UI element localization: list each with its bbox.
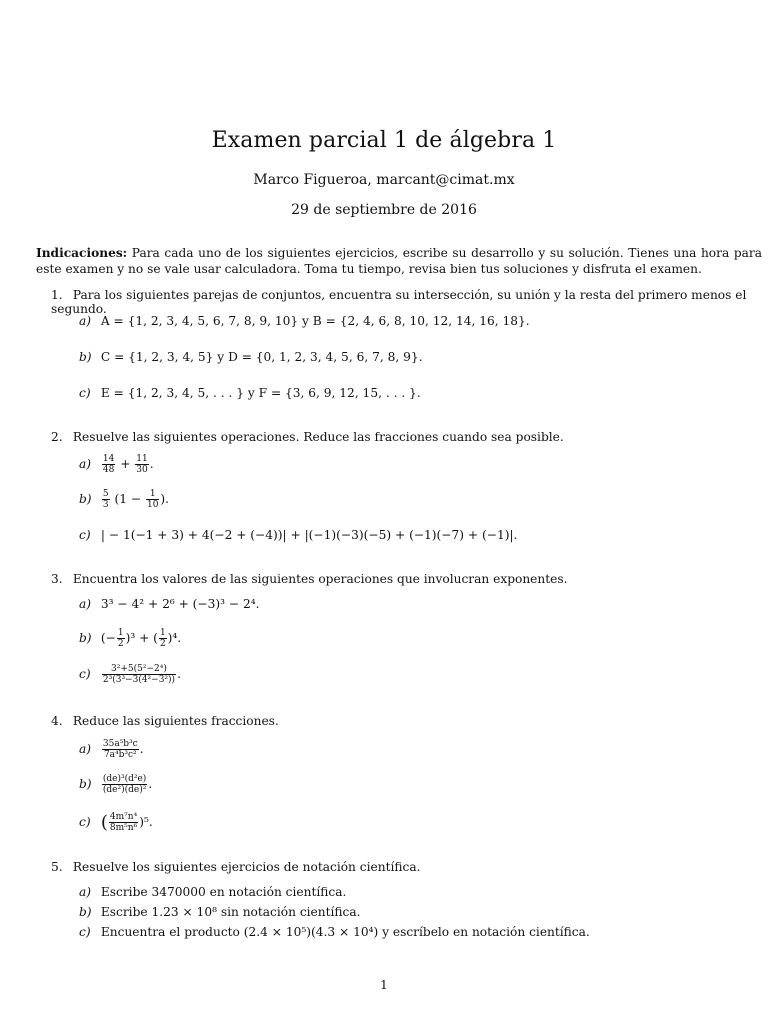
question-1-item-a — [79, 314, 759, 328]
question-5-item-c — [79, 925, 759, 939]
expression-part: )⁵. — [139, 815, 153, 829]
expression-part: )⁴. — [167, 631, 182, 645]
item-label: b) — [79, 492, 92, 506]
fraction: $\frac{\text{3²+5(5²−2⁴)}}{\text{2³(3³−3(4²−3²))}}$ — [102, 664, 176, 685]
question-text: Resuelve los siguientes ejercicios de notación científica. — [72, 860, 421, 874]
open-paren: ( — [100, 812, 108, 833]
instructions-label: Indicaciones: — [36, 246, 128, 260]
expression-part: ). — [160, 492, 170, 506]
question-4-item-a — [79, 739, 759, 760]
item-expression: C = {1, 2, 3, 4, 5} y D = {0, 1, 2, 3, 4, 5, 6, 7, 8, 9}. — [100, 350, 423, 364]
item-expression: Escribe 1.23 × 10⁸ sin notación científica. — [100, 905, 361, 919]
question-2-item-a — [79, 454, 759, 475]
fraction: $\frac{1}{10}$ — [146, 489, 159, 510]
fraction: $\frac{5}{3}$ — [102, 489, 109, 510]
item-expression: Escribe 3470000 en notación científica. — [100, 885, 347, 899]
item-expression: 3³ − 4² + 2⁶ + (−3)³ − 2⁴. — [100, 597, 260, 611]
item-label: b) — [79, 631, 92, 645]
question-number: 4. — [51, 714, 63, 728]
question-number: 5. — [51, 860, 63, 874]
punctuation: . — [149, 457, 154, 471]
item-label: c) — [79, 925, 91, 939]
question-3-item-b — [79, 628, 759, 649]
question-5-item-a — [79, 885, 759, 899]
fraction: $\frac{\text{(de)³(d²e)}}{\text{(de²)(de)²}}$ — [102, 774, 147, 795]
page-title: Examen parcial 1 de álgebra 1 — [211, 128, 557, 153]
page-number: 1 — [380, 978, 388, 992]
item-label: c) — [79, 528, 91, 542]
expression-part: (1 − — [114, 492, 142, 506]
date-line: 29 de septiembre de 2016 — [291, 202, 477, 218]
item-label: b) — [79, 777, 92, 791]
punctuation: . — [139, 742, 144, 756]
item-label: c) — [79, 667, 91, 681]
item-expression: E = {1, 2, 3, 4, 5, . . . } y F = {3, 6, 9, 12, 15, . . . }. — [100, 386, 421, 400]
question-5 — [51, 860, 761, 874]
question-3 — [51, 572, 761, 586]
item-label: c) — [79, 815, 91, 829]
question-2 — [51, 430, 761, 444]
question-number: 2. — [51, 430, 63, 444]
question-2-item-c — [79, 528, 759, 542]
item-label: a) — [79, 597, 92, 611]
fraction: $\frac{14}{48}$ — [102, 454, 115, 475]
instructions-paragraph — [36, 246, 762, 277]
operator: + — [120, 457, 131, 471]
expression-part: )³ + ( — [125, 631, 158, 645]
fraction: $\frac{\text{35a⁵b³c}}{\text{7a⁴b³c²}}$ — [102, 739, 138, 760]
question-5-item-b — [79, 905, 759, 919]
question-1-item-c — [79, 386, 759, 400]
item-label: c) — [79, 386, 91, 400]
punctuation: . — [177, 667, 181, 681]
question-3-item-c — [79, 664, 759, 685]
question-4 — [51, 714, 761, 728]
instructions-text: Para cada uno de los siguientes ejercicios, escribe su desarrollo y su solución. Tienes una hora para este examen y no se vale usar calculadora. Toma tu tiempo, revisa bien tus soluciones y disfruta el examen. — [36, 246, 762, 276]
question-3-item-a — [79, 597, 759, 611]
question-number: 1. — [51, 288, 63, 302]
item-label: a) — [79, 314, 92, 328]
item-label: b) — [79, 350, 92, 364]
question-1-item-b — [79, 350, 759, 364]
item-expression: Encuentra el producto (2.4 × 10⁵)(4.3 × 10⁴) y escríbelo en notación científica. — [100, 925, 590, 939]
fraction: $\frac{\text{4m⁷n⁴}}{\text{8m⁵n⁶}}$ — [109, 812, 138, 833]
question-text: Para los siguientes parejas de conjuntos, encuentra su intersección, su unión y la resta del primero menos el segundo. — [51, 288, 747, 316]
question-1 — [51, 288, 761, 316]
fraction: $\frac{1}{2}$ — [159, 628, 166, 649]
item-expression: A = {1, 2, 3, 4, 5, 6, 7, 8, 9, 10} y B = {2, 4, 6, 8, 10, 12, 14, 16, 18}. — [100, 314, 530, 328]
item-label: a) — [79, 742, 92, 756]
question-number: 3. — [51, 572, 63, 586]
fraction: $\frac{1}{2}$ — [117, 628, 124, 649]
question-4-item-c — [79, 812, 759, 833]
item-label: a) — [79, 885, 92, 899]
item-label: b) — [79, 905, 92, 919]
fraction: $\frac{11}{30}$ — [136, 454, 148, 475]
author-line: Marco Figueroa, marcant@cimat.mx — [253, 172, 515, 188]
question-2-item-b — [79, 489, 759, 510]
question-text: Encuentra los valores de las siguientes operaciones que involucran exponentes. — [72, 572, 568, 586]
question-text: Resuelve las siguientes operaciones. Reduce las fracciones cuando sea posible. — [72, 430, 564, 444]
item-label: a) — [79, 457, 92, 471]
expression-part: (− — [100, 631, 116, 645]
item-expression: | − 1(−1 + 3) + 4(−2 + (−4))| + |(−1)(−3)(−5) + (−1)(−7) + (−1)|. — [100, 528, 518, 542]
punctuation: . — [148, 777, 153, 791]
question-4-item-b — [79, 774, 759, 795]
question-text: Reduce las siguientes fracciones. — [72, 714, 279, 728]
